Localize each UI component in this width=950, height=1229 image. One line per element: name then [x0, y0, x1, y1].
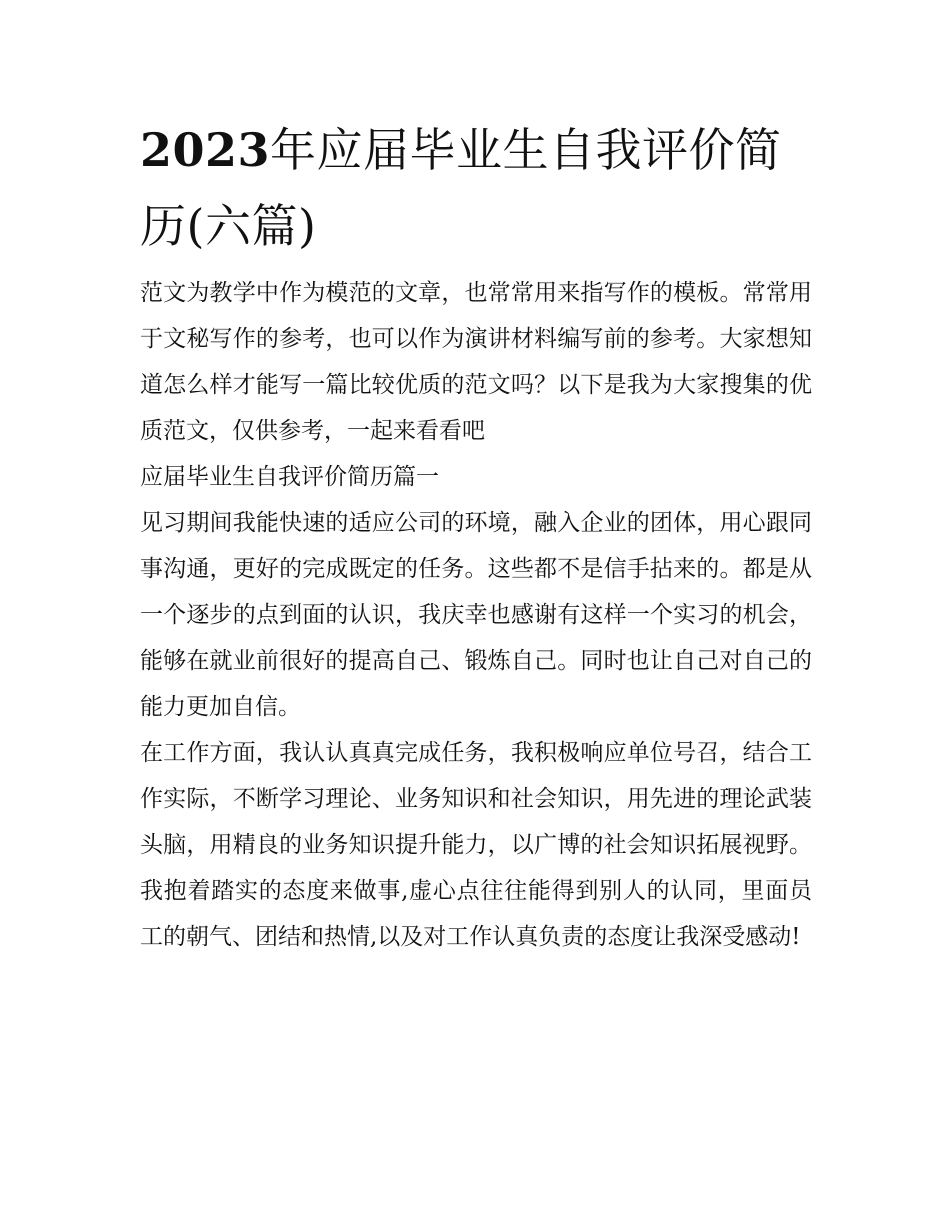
body-paragraph-1: 见习期间我能快速的适应公司的环境，融入企业的团体，用心跟同事沟通，更好的完成既定的任务。这些都不是信手拈来的。都是从一个逐步的点到面的认识，我庆幸也感谢有这样一个实习的机会，能够在就业前很好的提高自己、锻炼自己。同时也让自己对自己的能力更加自信。	[140, 510, 812, 720]
document-body	[140, 112, 812, 960]
document-title	[140, 112, 812, 264]
section-heading: 应届毕业生自我评价简历篇一	[140, 464, 439, 490]
title-year: 2023	[140, 123, 271, 177]
title-text: 年应届毕业生自我评价简历(六篇)	[140, 123, 782, 253]
body-paragraph-2: 在工作方面，我认认真真完成任务，我积极响应单位号召，结合工作实际，不断学习理论、业务知识和社会知识，用先进的理论武装头脑，用精良的业务知识提升能力，以广博的社会知识拓展视野。我抱着踏实的态度来做事,虚心点往往能得到别人的认同，里面员工的朝气、团结和热情,以及对工作认真负责的态度让我深受感动!	[140, 740, 812, 950]
intro-paragraph: 范文为教学中作为模范的文章，也常常用来指写作的模板。常常用于文秘写作的参考，也可以作为演讲材料编写前的参考。大家想知道怎么样才能写一篇比较优质的范文吗？以下是我为大家搜集的优质范文，仅供参考，一起来看看吧	[140, 280, 812, 444]
